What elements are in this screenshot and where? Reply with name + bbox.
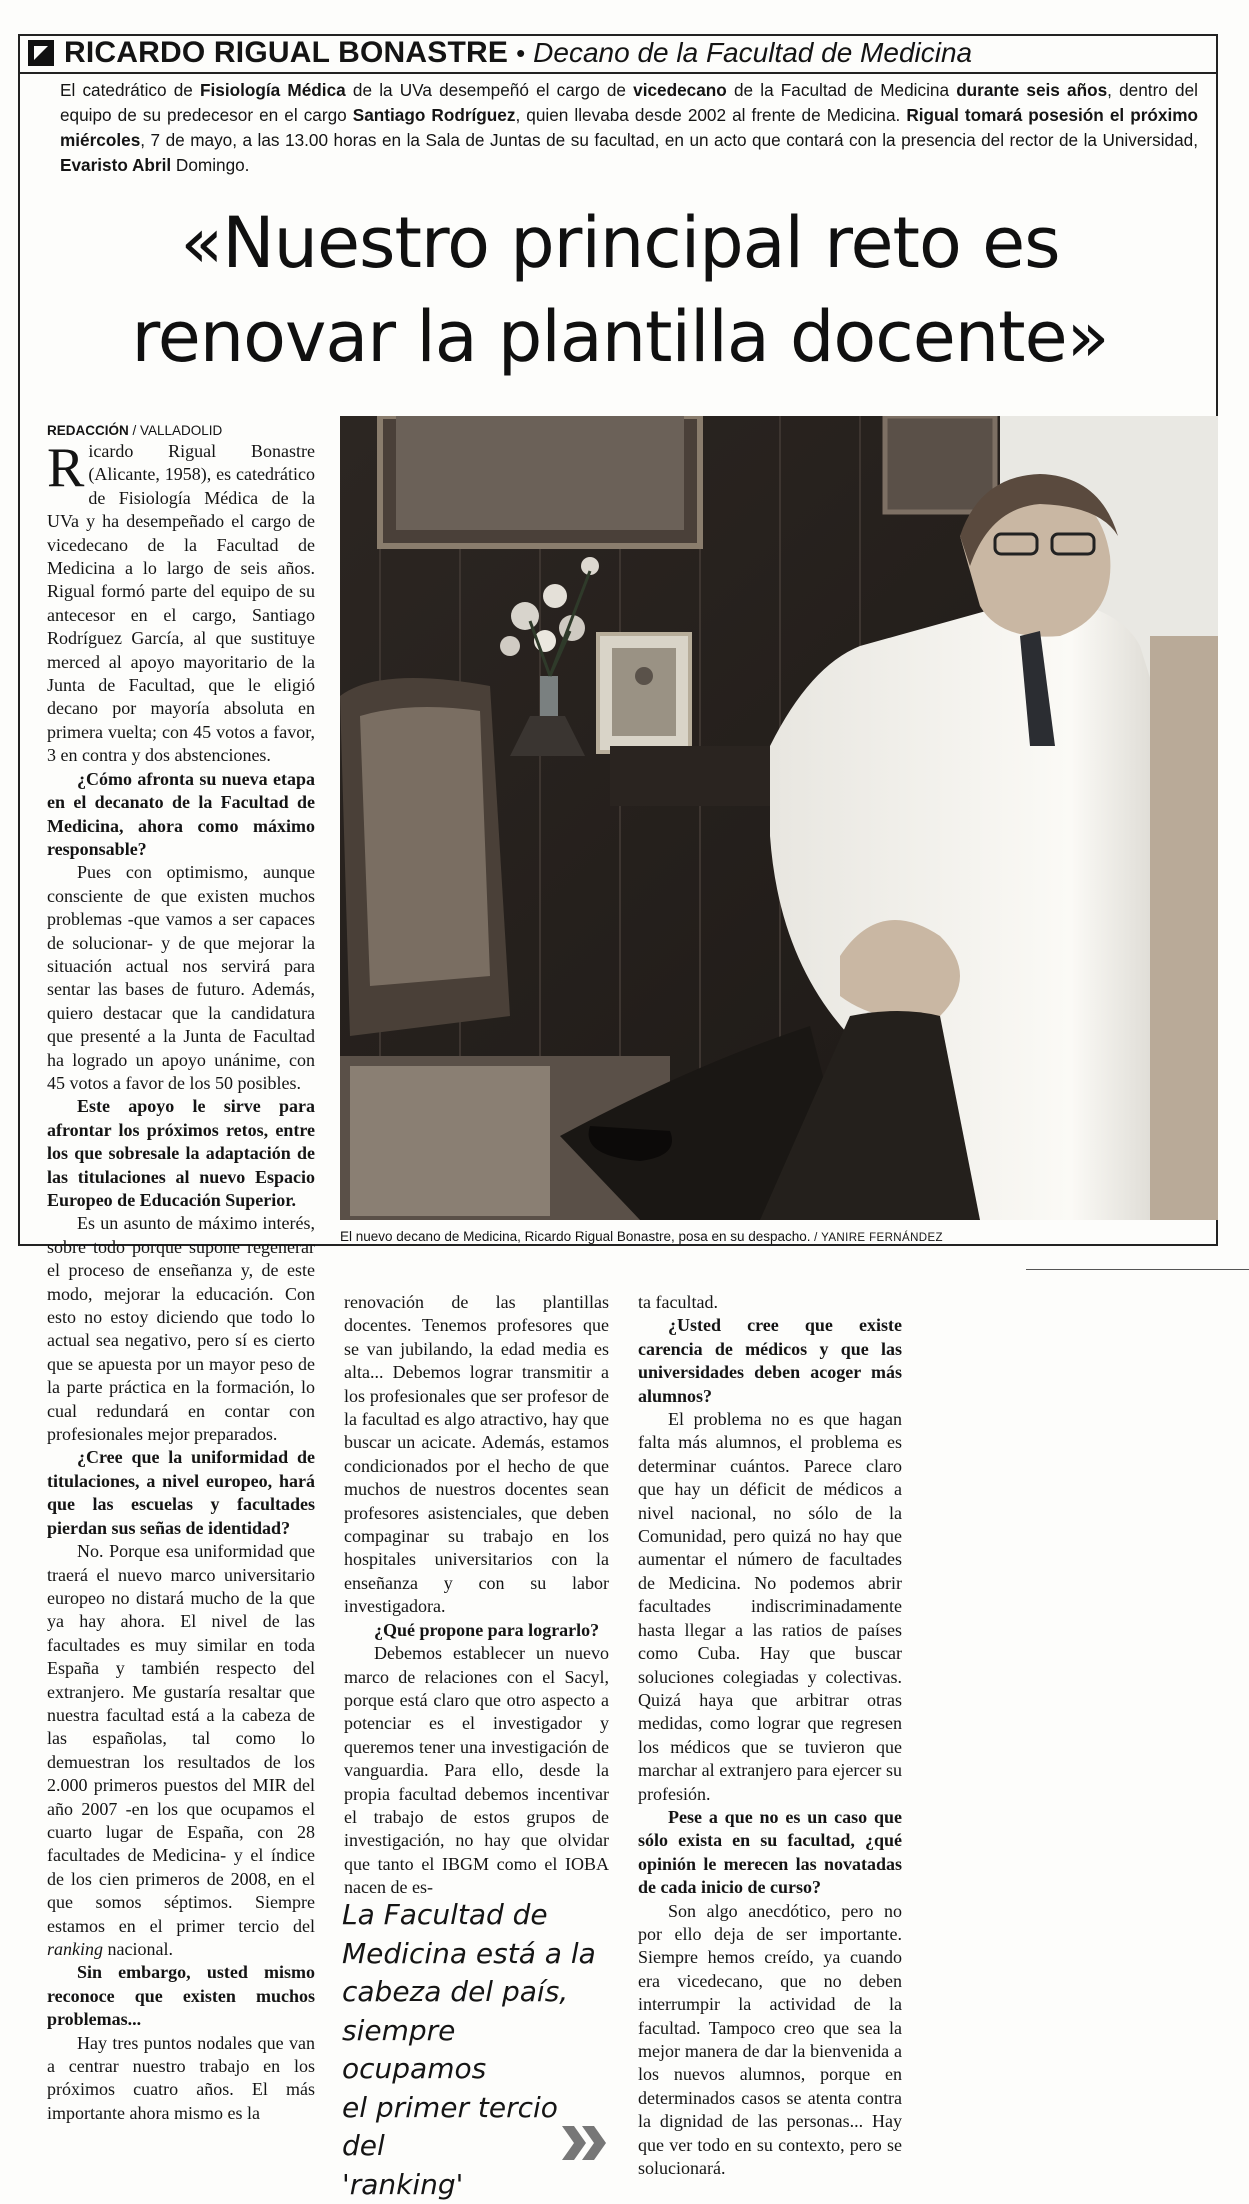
- drop-cap: R: [47, 444, 84, 490]
- pull-quote-line: cabeza del país,: [342, 1973, 602, 2012]
- interview-question: ¿Cree que la uniformidad de titulaciones, a nivel europeo, hará que las escuelas y facultades pierdan sus señas de identidad?: [47, 1446, 315, 1540]
- pull-quote-line: 'ranking': [342, 2166, 602, 2204]
- article-column-2: [344, 1291, 609, 1900]
- interview-question: ¿Cómo afronta su nueva etapa en el decanato de la Facultad de Medicina, ahora como máximo responsable?: [47, 768, 315, 862]
- article-column-1: [47, 422, 315, 2125]
- continued-paragraph: ta facultad.: [638, 1291, 902, 1314]
- interview-question: Sin embargo, usted mismo reconoce que existen muchos problemas...: [47, 1961, 315, 2031]
- interview-question: ¿Qué propone para lograrlo?: [344, 1619, 609, 1642]
- headline-line-2: renovar la plantilla docente»: [30, 290, 1210, 384]
- header-separator: •: [516, 38, 525, 69]
- portrait-photo: [340, 416, 1218, 1220]
- intro-paragraph: El catedrático de Fisiología Médica de la UVa desempeñó el cargo de vicedecano de la Facultad de Medicina durante seis años, dentro del equipo de su predecesor en el cargo Santiago Rodríguez, quien llevaba desde 2002 al frente de Medicina. Rigual tomará posesión el próximo miércoles, 7 de mayo, a las 13.00 horas en la Sala de Juntas de su facultad, en un acto que contará con la presencia del rector de la Universidad, Evaristo Abril Domingo.: [60, 78, 1198, 178]
- section-mark-icon: [28, 40, 54, 66]
- interview-question: ¿Usted cree que existe carencia de médicos y que las universidades deben acoger más alumnos?: [638, 1314, 902, 1408]
- headline-line-1: «Nuestro principal reto es: [30, 196, 1210, 290]
- article-column-3: [638, 1291, 902, 2180]
- photo-caption: El nuevo decano de Medicina, Ricardo Rigual Bonastre, posa en su despacho. / YANIRE FERNÁNDEZ: [340, 1228, 1218, 1247]
- interview-answer: Pues con optimismo, aunque consciente de que existen muchos problemas -que vamos a ser capaces de solucionar- y de que mejorar la situación actual nos servirá para sentar las bases de futuro. Además, quiero destacar que la candidatura que presenté a la Junta de Facultad ha logrado un apoyo unánime, con 45 votos a favor de los 50 posibles.: [47, 861, 315, 1095]
- interview-answer: Debemos establecer un nuevo marco de relaciones con el Sacyl, porque está claro que otro aspecto a potenciar es el investigador y queremos tener una investigación de vanguardia. Para ello, desde la propia facultad debemos incentivar el trabajo de estos grupos de investigación, no hay que olvidar que tanto el IBGM como el IOBA nacen de es-: [344, 1642, 609, 1899]
- pull-quote-line: siempre ocupamos: [342, 2012, 602, 2089]
- section-header: [18, 34, 1218, 74]
- continued-paragraph: renovación de las plantillas docentes. Tenemos profesores que se van jubilando, la edad media es alta... Debemos lograr transmitir a los profesionales que ser profesor de la facultad es algo atractivo, hay que buscar un acicate. Además, estamos condicionados por el hecho de que muchos de nuestros docentes sean profesores asistenciales, que deben compaginar su trabajo en los hospitales universitarios con la enseñanza y con su labor investigadora.: [344, 1291, 609, 1619]
- interview-question: Pese a que no es un caso que sólo exista en su facultad, ¿qué opinión le merecen las novatadas de cada inicio de curso?: [638, 1806, 902, 1900]
- byline: REDACCIÓN / VALLADOLID: [47, 422, 315, 440]
- pull-quote-line: Medicina está a la: [342, 1935, 602, 1974]
- interview-answer: Son algo anecdótico, pero no por ello deja de ser importante. Siempre hemos creído, ya cuando era vicedecano, que no deben interrumpir la actividad de la facultad. Tampoco creo que sea la mejor manera de dar la bienvenida a los nuevos alumnos, porque en determinados casos se atenta contra la dignidad de las personas... Hay que ver todo en su contexto, pero se solucionará.: [638, 1900, 902, 2181]
- pull-quote-line: el primer tercio del: [342, 2089, 602, 2166]
- double-chevron-icon: [560, 2124, 610, 2162]
- interview-answer: Hay tres puntos nodales que van a centrar nuestro trabajo en los próximos cuatro años. El más importante ahora mismo es la: [47, 2032, 315, 2126]
- lead-paragraph: Ricardo Rigual Bonastre (Alicante, 1958), es catedrático de Fisiología Médica de la UVa y ha desempeñado el cargo de vicedecano de la Facultad de Medicina a lo largo de seis años. Rigual formó parte del equipo de su antecesor en el cargo, Santiago Rodríguez García, al que sustituye merced al apoyo mayoritario de la Junta de Facultad, que le eligió decano por mayoría absoluta en primera vuelta; con 45 votos a favor, 3 en contra y dos abstenciones.: [47, 440, 315, 768]
- interview-answer: Es un asunto de máximo interés, sobre todo porque supone regenerar el proceso de enseñanza y, de este modo, mejorar la educación. Con esto no estoy diciendo que todo lo actual sea negativo, pero sí es cierto que se apuesta por un mayor peso de la parte práctica en la formación, lo cual redundará en contar con profesionales mejor preparados.: [47, 1212, 315, 1446]
- interview-question: Este apoyo le sirve para afrontar los próximos retos, entre los que sobresale la adaptación de las titulaciones al nuevo Espacio Europeo de Educación Superior.: [47, 1095, 315, 1212]
- interview-answer: No. Porque esa uniformidad que traerá el nuevo marco universitario europeo no distará mucho de la que ya hay ahora. El nivel de las facultades es muy similar en toda España y también respecto del extranjero. Me gustaría resaltar que nuestra facultad está a la cabeza de las españolas, tal como lo demuestran los resultados de los 2.000 primeros puestos del MIR del año 2007 -en los que ocupamos el cuarto lugar de España, con 28 facultades de Medicina- y el índice de los cien primeros de 2008, en el que somos séptimos. Siempre estamos en el primer tercio del ranking nacional.: [47, 1540, 315, 1961]
- interviewee-name: RICARDO RIGUAL BONASTRE: [64, 36, 508, 70]
- portrait-photo-illustration: [340, 416, 1218, 1220]
- divider: [1026, 1269, 1249, 1270]
- interviewee-role: Decano de la Facultad de Medicina: [533, 37, 972, 69]
- pull-quote-line: La Facultad de: [342, 1896, 602, 1935]
- headline: [30, 196, 1210, 384]
- interview-answer: El problema no es que hagan falta más alumnos, el problema es determinar cuántos. Parece claro que hay un déficit de médicos a nivel nacional, no sólo de la Comunidad, pero quizá no hay que aumentar el número de facultades de Medicina. No podemos abrir facultades indiscriminadamente hasta llegar a las ratios de países como Cuba. Hay que buscar soluciones colegiadas y colectivas. Quizá haya que arbitrar otras medidas, como lograr que regresen los médicos que se tuvieron que marchar al extranjero para ejercer su profesión.: [638, 1408, 902, 1806]
- photo-credit: / YANIRE FERNÁNDEZ: [811, 1232, 943, 1244]
